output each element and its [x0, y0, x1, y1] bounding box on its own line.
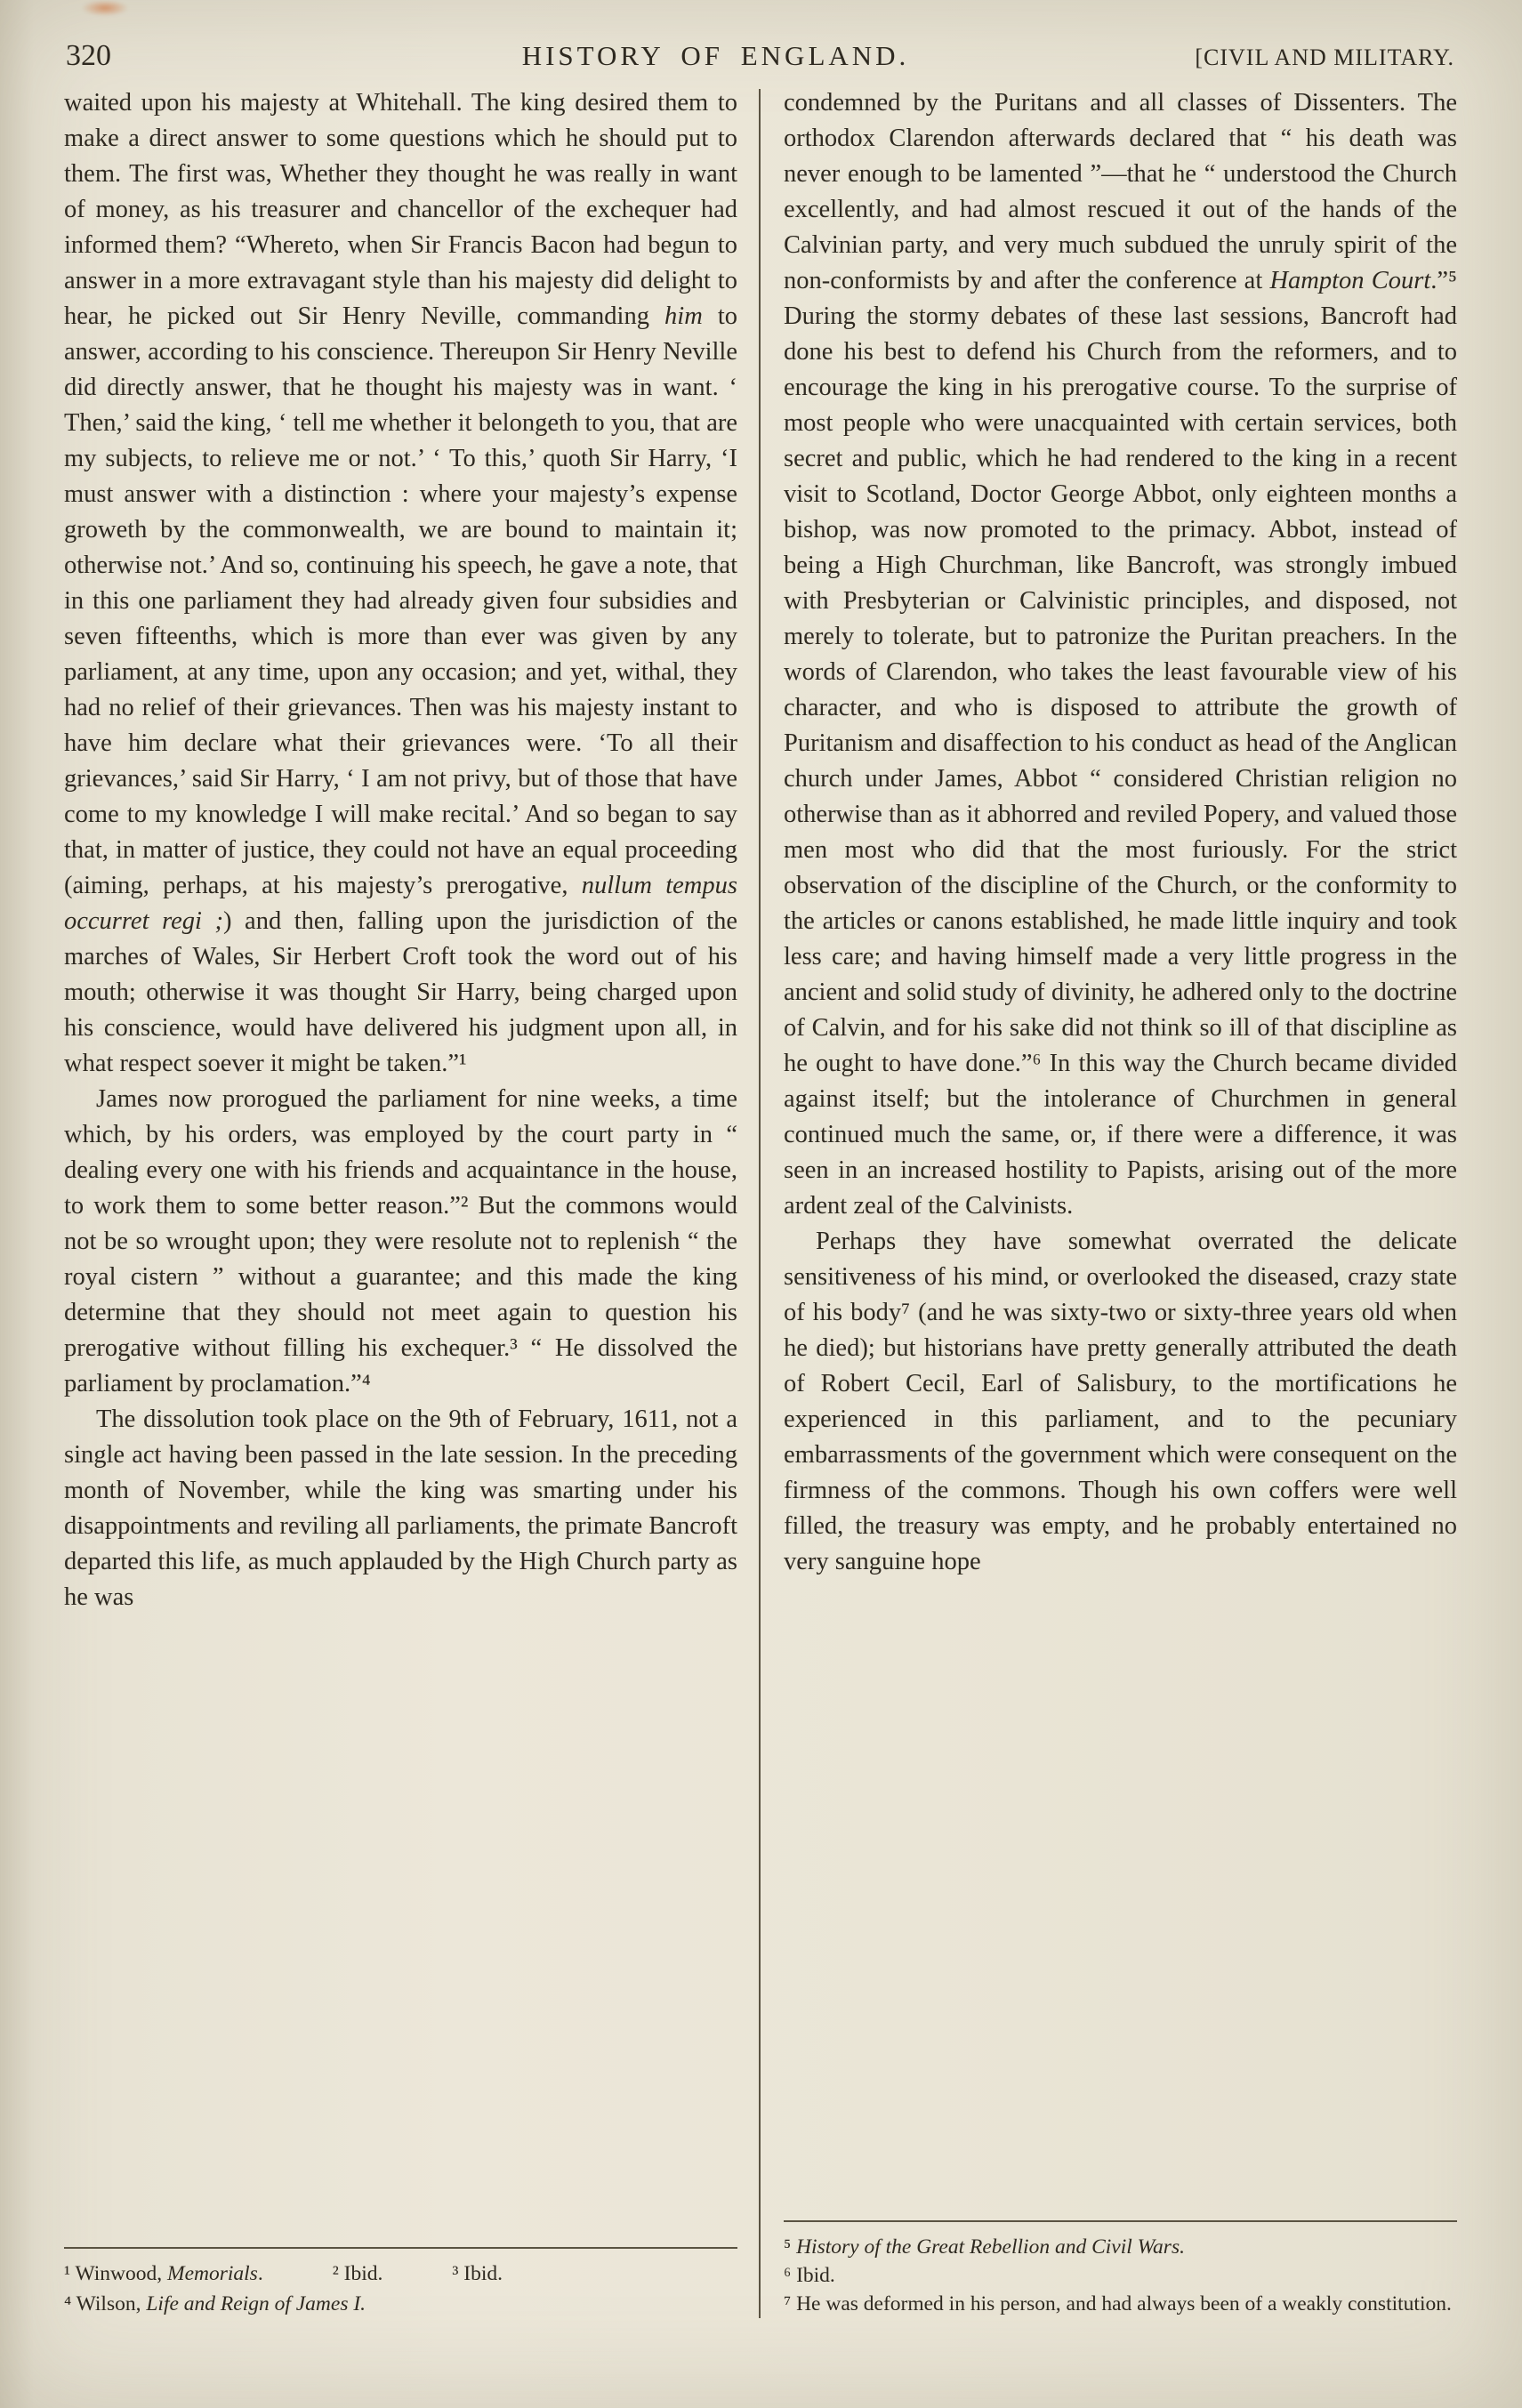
running-title: HISTORY OF ENGLAND. — [521, 40, 910, 71]
text-columns — [0, 85, 1522, 2318]
footnote-rule — [784, 2220, 1457, 2222]
footnote: ³ Ibid. — [452, 2262, 503, 2285]
section-label: [CIVIL AND MILITARY. — [1195, 44, 1454, 70]
footnote: ⁵ History of the Great Rebellion and Civil Wars. — [784, 2235, 1185, 2259]
paragraph: condemned by the Puritans and all classes of Dissenters. The orthodox Clarendon afterwards declared that “ his death was never enough to be lamented ”—that he “ understood the Church excellently, and had almost rescued it out of the hands of the Calvinian party, and very much subdued the unruly spirit of the non-conformists by and after the conference at Hampton Court.”⁵ During the stormy debates of these last sessions, Bancroft had done his best to defend his Church from the reformers, and to encourage the king in his prerogative course. To the surprise of most people who were unacquainted with certain services, both secret and public, which he had rendered to the king in a recent visit to Scotland, Doctor George Abbot, only eighteen months a bishop, was now promoted to the primacy. Abbot, instead of being a High Churchman, like Bancroft, was strongly imbued with Presbyterian or Calvinistic principles, and disposed, not merely to tolerate, but to patronize the Puritan preachers. In the words of Clarendon, who takes the least favourable view of his character, and who is disposed to attribute the growth of Puritanism and disaffection to his conduct as head of the Anglican church under James, Abbot “ considered Christian religion no otherwise than as it abhorred and reviled Popery, and valued those men most who did that the most furiously. For the strict observation of the discipline of the Church, or the conformity to the articles or canons established, he made little inquiry and took less care; and having himself made a very little progress in the ancient and solid study of divinity, he adhered only to the doctrine of Calvin, and for his sake did not think so ill of that discipline as he ought to have done.”⁶ In this way the Church became divided against itself; but the intolerance of Churchmen in general continued much the same, or, if there were a difference, it was seen in an increased hostility to Papists, arising out of the more ardent zeal of the Calvinists. — [784, 89, 1457, 1220]
page-header — [0, 0, 1522, 73]
footnote: ⁶ Ibid. — [784, 2264, 835, 2287]
column-divider — [759, 89, 761, 2318]
paragraph: Perhaps they have somewhat overrated the delicate sensitiveness of his mind, or overlooked the diseased, crazy state of his body⁷ (and he was sixty-two or sixty-three years old when he died); but historians have pretty generally attributed the death of Robert Cecil, Earl of Salisbury, to the mortifications he experienced in this parliament, and to the pecuniary embarrassments of the government which were consequent on the firmness of the commons. Though his own coffers were well filled, the treasury was empty, and he probably entertained no very sanguine hope — [784, 1228, 1457, 1575]
left-column — [64, 85, 737, 2318]
page-number: 320 — [66, 39, 111, 72]
paragraph: James now prorogued the parliament for nine weeks, a time which, by his orders, was employed by the court party in “ dealing every one with his friends and acquaintance in the house, to work them to some better reason.”² But the commons would not be so wrought upon; they were resolute not to replenish “ the royal cistern ” without a guarantee; and this made the king determine that they should not meet again to question his prerogative without filling his exchequer.³ “ He dissolved the parliament by proclamation.”⁴ — [64, 1085, 737, 1397]
footnote-row — [64, 2259, 737, 2288]
footnotes-right — [784, 2217, 1457, 2318]
footnote-rule — [64, 2247, 737, 2249]
footnote: ² Ibid. — [332, 2262, 383, 2285]
scan-artifact-mark — [82, 0, 128, 16]
paragraph: The dissolution took place on the 9th of February, 1611, not a single act having been passed in the late session. In the preceding month of November, while the king was smarting under his disappointments and reviling all parliaments, the primate Bancroft departed this life, as much applauded by the High Church party as he was — [64, 1405, 737, 1611]
footnote: ⁴ Wilson, Life and Reign of James I. — [64, 2292, 366, 2315]
right-column — [784, 85, 1457, 2318]
footnote: ⁷ He was deformed in his person, and had always been of a weakly constitution. — [784, 2292, 1452, 2315]
paragraph: waited upon his majesty at Whitehall. The king desired them to make a direct answer to some questions which he should put to them. The first was, Whether they thought he was really in want of money, as his treasurer and chancellor of the exchequer had informed them? “Whereto, when Sir Francis Bacon had begun to answer in a more extravagant style than his majesty did delight to hear, he picked out Sir Henry Neville, commanding him to answer, according to his conscience. Thereupon Sir Henry Neville did directly answer, that he thought his majesty was in want. ‘ Then,’ said the king, ‘ tell me whether it belongeth to you, that are my subjects, to relieve me or not.’ ‘ To this,’ quoth Sir Harry, ‘I must answer with a distinction : where your majesty’s expense groweth by the commonwealth, we are bound to maintain it; otherwise not.’ And so, continuing his speech, he gave a note, that in this one parliament they had already given four subsidies and seven fifteenths, which is more than ever was given by any parliament, at any time, upon any occasion; and yet, withal, they had no relief of their grievances. Then was his majesty instant to have him declare what their grievances were. ‘To all their grievances,’ said Sir Harry, ‘ I am not privy, but of those that have come to my knowledge I will make recital.’ And so began to say that, in matter of justice, they could not have an equal proceeding (aiming, perhaps, at his majesty’s prerogative, nullum tempus occurret regi ;) and then, falling upon the jurisdiction of the marches of Wales, Sir Herbert Croft took the word out of his mouth; otherwise it was thought Sir Harry, being charged upon his conscience, would have delivered his judgment upon all, in what respect soever it might be taken.”¹ — [64, 89, 738, 1077]
footnote-row — [64, 2290, 737, 2318]
footnote: ¹ Winwood, Memorials. — [64, 2262, 263, 2285]
footnotes-left — [64, 2243, 737, 2318]
